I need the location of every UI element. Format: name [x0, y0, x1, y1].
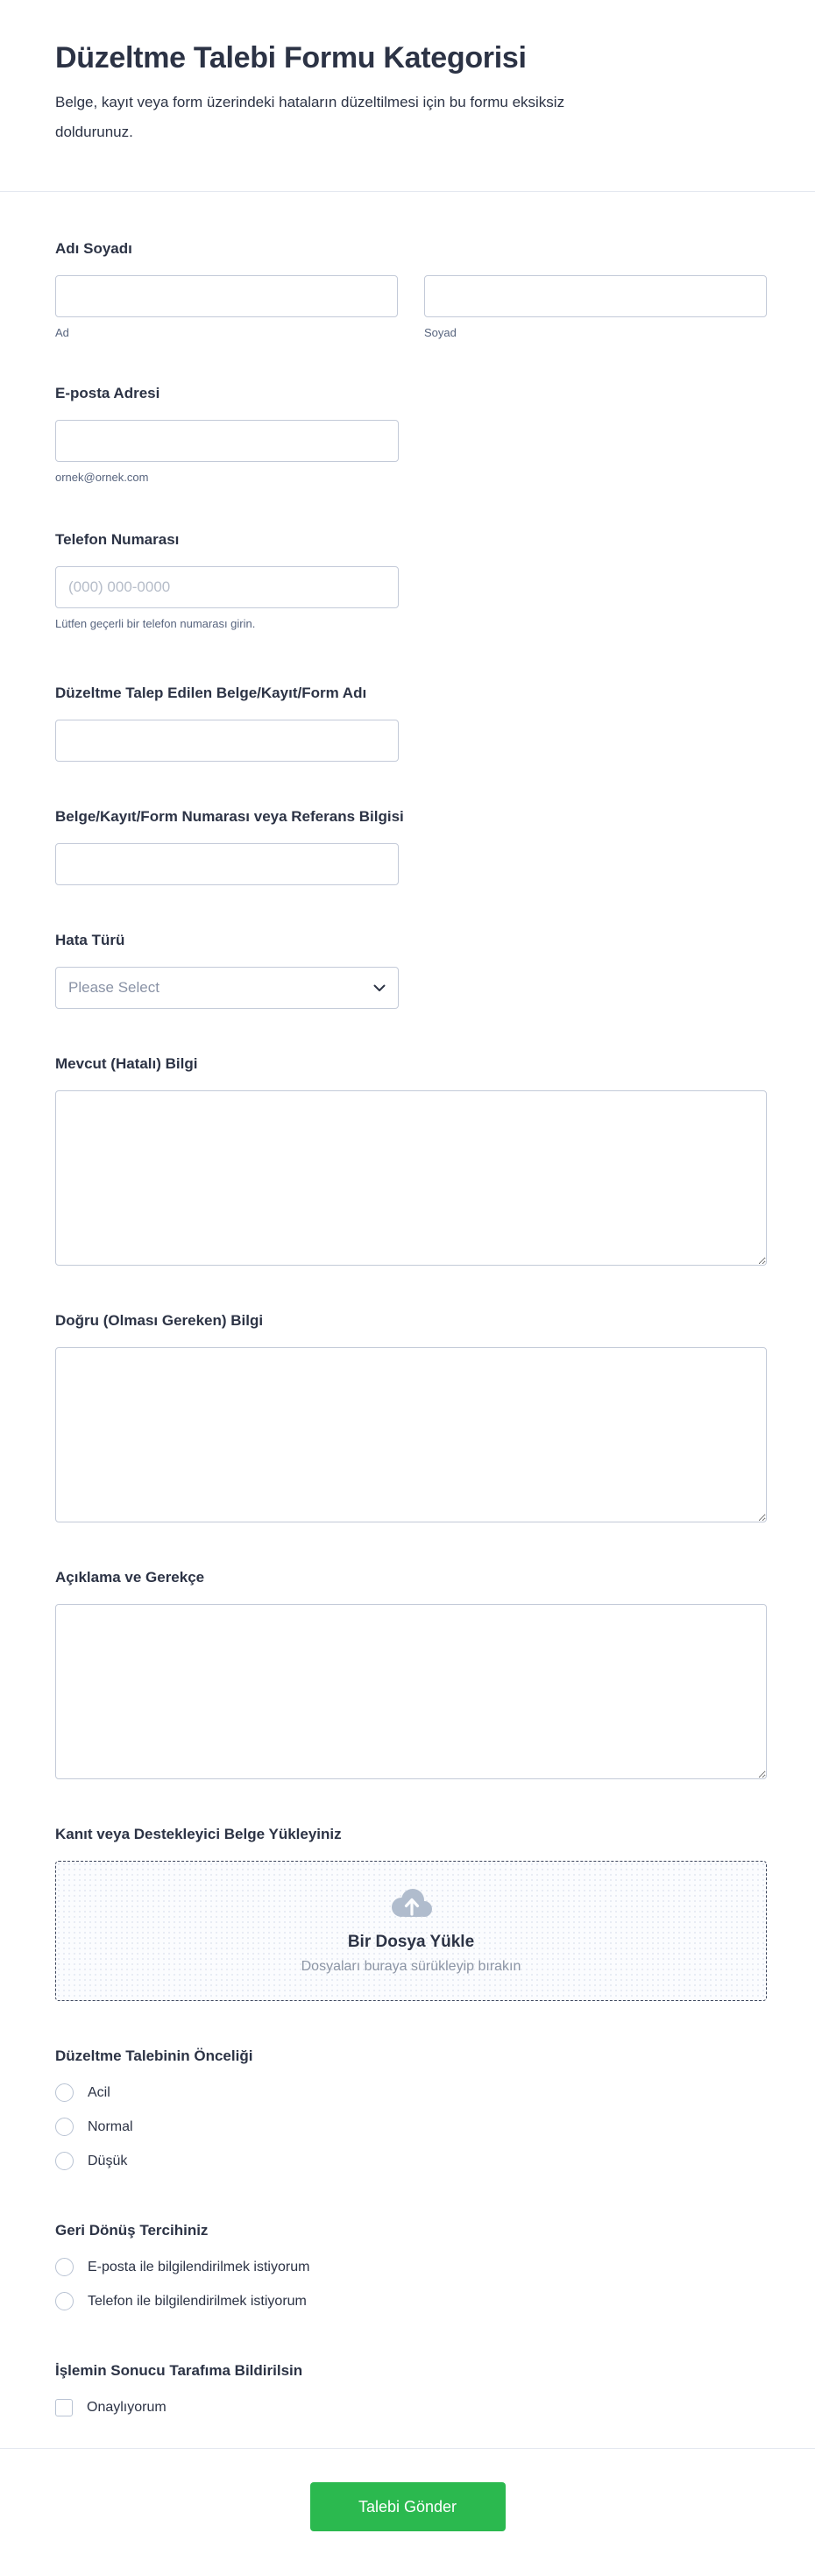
chevron-down-icon: [373, 984, 386, 992]
file-upload-dropzone[interactable]: [55, 1861, 767, 2001]
first-name-input[interactable]: [55, 275, 398, 317]
callback-preference-label: Geri Dönüş Tercihiniz: [55, 2222, 209, 2239]
radio-icon[interactable]: [55, 2258, 74, 2276]
last-name-sublabel: Soyad: [424, 326, 457, 339]
document-reference-input[interactable]: [55, 843, 399, 885]
upload-cloud-icon: [386, 1887, 436, 1920]
document-name-input[interactable]: [55, 720, 399, 762]
priority-label: Düzeltme Talebinin Önceliği: [55, 2047, 253, 2064]
form-title: Düzeltme Talebi Formu Kategorisi: [55, 41, 527, 75]
field-correct-info: [55, 1311, 767, 1522]
field-error-type: [55, 931, 767, 1009]
form-subtitle-line-1: Belge, kayıt veya form üzerindeki hataların düzeltilmesi için bu formu eksiksiz: [55, 94, 565, 110]
priority-option-normal-label: Normal: [88, 2119, 133, 2134]
priority-option-acil-label: Acil: [88, 2085, 110, 2100]
phone-input[interactable]: [55, 566, 399, 608]
field-priority: [55, 2047, 767, 2170]
correct-info-label: Doğru (Olması Gereken) Bilgi: [55, 1312, 264, 1329]
field-email: [55, 384, 767, 485]
checkbox-icon[interactable]: [55, 2399, 73, 2416]
form-subtitle-line-2: doldurunuz.: [55, 124, 133, 140]
error-type-selected-value: Please Select: [68, 979, 159, 996]
priority-option-dusuk-label: Düşük: [88, 2154, 128, 2168]
radio-icon[interactable]: [55, 2292, 74, 2310]
priority-options: [55, 2083, 767, 2170]
email-label: E-posta Adresi: [55, 385, 160, 401]
field-phone: [55, 530, 767, 631]
phone-label: Telefon Numarası: [55, 531, 180, 548]
form-body: [0, 192, 815, 2416]
priority-option-normal[interactable]: [55, 2118, 767, 2136]
submit-button[interactable]: Talebi Gönder: [310, 2482, 506, 2531]
upload-hint: Dosyaları buraya sürükleyip bırakın: [301, 1959, 521, 1974]
callback-option-email[interactable]: [55, 2258, 767, 2276]
callback-option-phone-label: Telefon ile bilgilendirilmek istiyorum: [88, 2294, 307, 2309]
upload-title: Bir Dosya Yükle: [347, 1933, 475, 1951]
field-file-upload: [55, 1825, 767, 2001]
field-current-info: [55, 1054, 767, 1266]
last-name-input[interactable]: [424, 275, 767, 317]
error-type-label: Hata Türü: [55, 932, 125, 948]
field-result-notification: [55, 2361, 767, 2416]
full-name-label: Adı Soyadı: [55, 240, 132, 257]
callback-option-email-label: E-posta ile bilgilendirilmek istiyorum: [88, 2260, 310, 2274]
field-explanation: [55, 1568, 767, 1779]
current-info-textarea[interactable]: [55, 1090, 767, 1266]
priority-option-acil[interactable]: [55, 2083, 767, 2102]
radio-icon[interactable]: [55, 2152, 74, 2170]
result-notification-label: İşlemin Sonucu Tarafıma Bildirilsin: [55, 2362, 303, 2379]
confirm-options: [55, 2398, 767, 2416]
radio-icon[interactable]: [55, 2118, 74, 2136]
callback-options: [55, 2258, 767, 2310]
current-info-label: Mevcut (Hatalı) Bilgi: [55, 1055, 198, 1072]
file-upload-label: Kanıt veya Destekleyici Belge Yükleyiniz: [55, 1826, 342, 1842]
field-document-reference: [55, 807, 767, 885]
explanation-label: Açıklama ve Gerekçe: [55, 1569, 205, 1586]
error-type-select[interactable]: [55, 967, 399, 1009]
confirm-option-onayliyorum[interactable]: [55, 2398, 767, 2416]
correct-info-textarea[interactable]: [55, 1347, 767, 1522]
submit-bar: [0, 2448, 815, 2576]
field-document-name: [55, 684, 767, 762]
email-input[interactable]: [55, 420, 399, 462]
radio-icon[interactable]: [55, 2083, 74, 2102]
explanation-textarea[interactable]: [55, 1604, 767, 1779]
callback-option-phone[interactable]: [55, 2292, 767, 2310]
field-callback-preference: [55, 2221, 767, 2310]
first-name-sublabel: Ad: [55, 326, 69, 339]
priority-option-dusuk[interactable]: [55, 2152, 767, 2170]
confirm-option-onayliyorum-label: Onaylıyorum: [87, 2400, 167, 2415]
email-sublabel: ornek@ornek.com: [55, 471, 149, 484]
form-subtitle: [55, 88, 767, 147]
document-reference-label: Belge/Kayıt/Form Numarası veya Referans Bilgisi: [55, 808, 404, 825]
phone-sublabel: Lütfen geçerli bir telefon numarası girin.: [55, 617, 256, 630]
document-name-label: Düzeltme Talep Edilen Belge/Kayıt/Form Adı: [55, 685, 367, 701]
form-header: [0, 0, 815, 147]
field-full-name: [55, 239, 767, 340]
